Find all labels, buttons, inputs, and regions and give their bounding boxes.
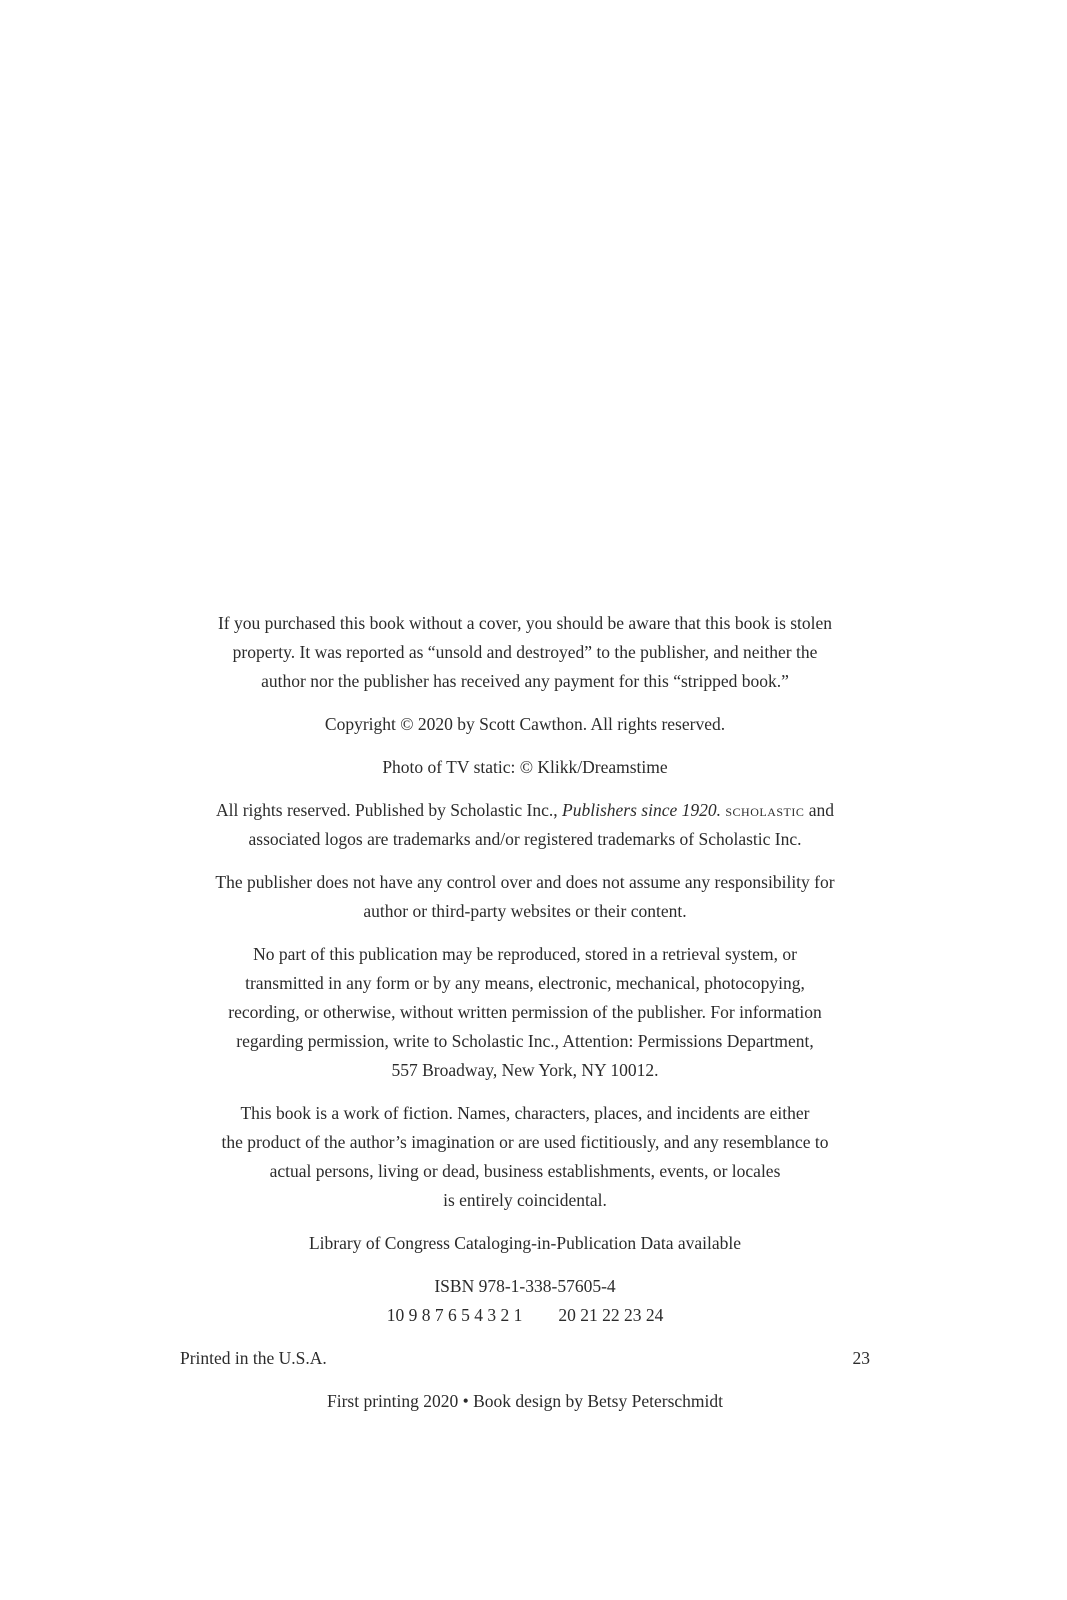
- responsibility-notice: [180, 868, 870, 926]
- isbn-block: [180, 1272, 870, 1330]
- print-number-line: 10 9 8 7 6 5 4 3 2 1: [386, 1305, 523, 1325]
- isbn: ISBN 978-1-338-57605-4: [434, 1276, 616, 1296]
- printing-design-credit: [180, 1387, 870, 1416]
- publisher-text: All rights reserved. Published by Scholastic Inc.,: [215, 800, 563, 820]
- printer-code: 23: [852, 1348, 870, 1368]
- printed-in-row: [180, 1344, 870, 1373]
- text-line: author nor the publisher has received any payment for this “stripped book.”: [261, 671, 789, 691]
- text-line: actual persons, living or dead, business establishments, events, or locales: [269, 1161, 781, 1181]
- copyright-page-block: [180, 609, 870, 1430]
- publisher-tagline: Publishers since 1920.: [562, 800, 721, 820]
- text-line: This book is a work of fiction. Names, characters, places, and incidents are either: [240, 1103, 810, 1123]
- copyright-line: [180, 710, 870, 739]
- text-line: Photo of TV static: © Klikk/Dreamstime: [382, 757, 668, 777]
- text-line: The publisher does not have any control over and does not assume any responsibility for: [215, 872, 835, 892]
- text-line: 557 Broadway, New York, NY 10012.: [391, 1060, 659, 1080]
- cip-data: [180, 1229, 870, 1258]
- text-line: property. It was reported as “unsold and destroyed” to the publisher, and neither the: [232, 642, 818, 662]
- text-line: author or third-party websites or their content.: [363, 901, 687, 921]
- text-line: Copyright © 2020 by Scott Cawthon. All rights reserved.: [324, 714, 726, 734]
- publisher-text: and: [804, 800, 835, 820]
- photo-credit: [180, 753, 870, 782]
- text-line: Library of Congress Cataloging-in-Publication Data available: [308, 1233, 742, 1253]
- text-line: transmitted in any form or by any means, electronic, mechanical, photocopying,: [245, 973, 805, 993]
- printing-numbers: [180, 1301, 870, 1330]
- text-line: is entirely coincidental.: [443, 1190, 607, 1210]
- text-line: the product of the author’s imagination or are used fictitiously, and any resemblance to: [221, 1132, 829, 1152]
- printed-in: Printed in the U.S.A.: [180, 1348, 327, 1368]
- text-line: No part of this publication may be reproduced, stored in a retrieval system, or: [253, 944, 797, 964]
- text-line: First printing 2020 • Book design by Betsy Peterschmidt: [327, 1391, 723, 1411]
- reproduction-notice: [180, 940, 870, 1085]
- stripped-book-notice: [180, 609, 870, 696]
- text-line: If you purchased this book without a cover, you should be aware that this book is stolen: [217, 613, 833, 633]
- text-line: [180, 796, 870, 825]
- text-line: recording, or otherwise, without written permission of the publisher. For information: [228, 1002, 822, 1022]
- fiction-disclaimer: [180, 1099, 870, 1215]
- publisher-name-smallcaps: scholastic: [725, 800, 805, 820]
- text-line: associated logos are trademarks and/or registered trademarks of Scholastic Inc.: [248, 829, 802, 849]
- publisher-info: [180, 796, 870, 854]
- year-number-line: 20 21 22 23 24: [558, 1305, 664, 1325]
- text-line: regarding permission, write to Scholastic Inc., Attention: Permissions Department,: [236, 1031, 814, 1051]
